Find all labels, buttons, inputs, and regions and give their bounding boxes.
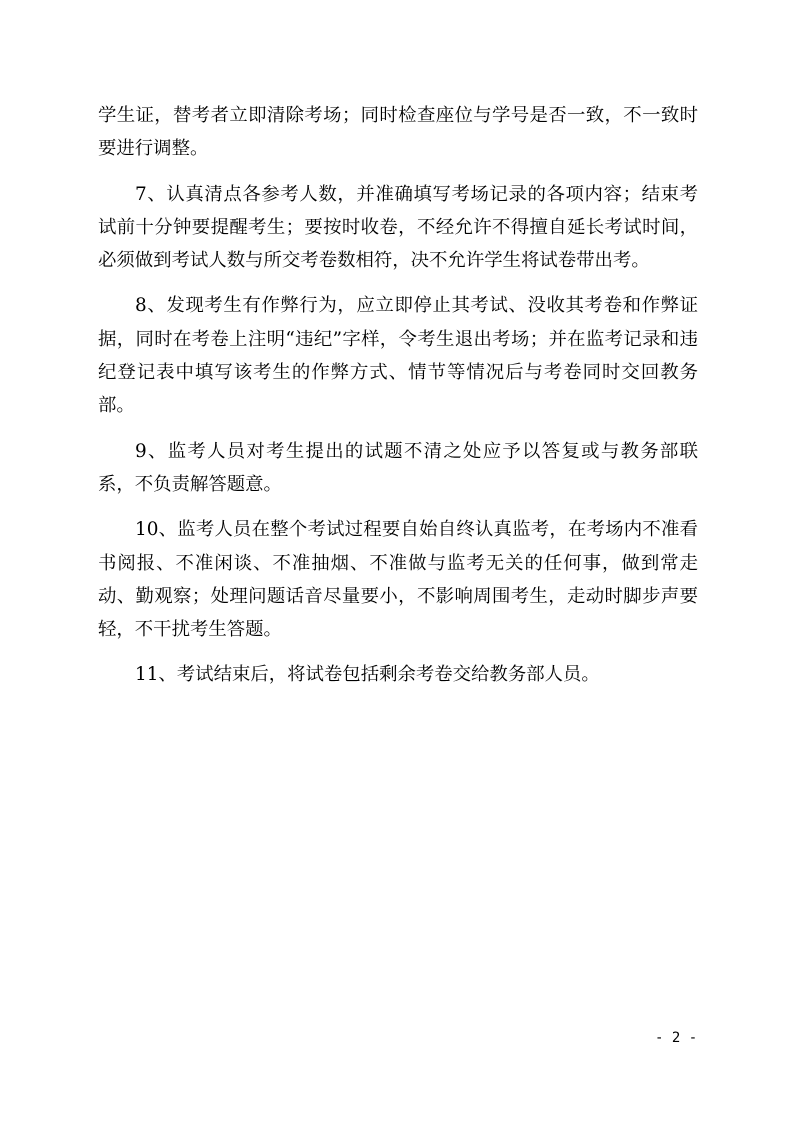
paragraph-item-11: 11、考试结束后，将试卷包括剩余考卷交给教务部人员。 bbox=[135, 664, 600, 686]
paragraph-gap bbox=[98, 501, 698, 513]
page-number: - 2 - bbox=[655, 1030, 698, 1046]
paragraph-item-9: 9、监考人员对考生提出的试题不清之处应予以答复或与教务部联系，不负责解答题意。 bbox=[98, 440, 698, 495]
paragraph-item-8: 8、发现考生有作弊行为，应立即停止其考试、没收其考卷和作弊证据，同时在考卷上注明“违纪”字样，令考生退出考场；并在监考记录和违纪登记表中填写该考生的作弊方式、情节等情况后与考卷同时交回教务部。 bbox=[98, 295, 698, 417]
paragraph-continuation: 学生证，替考者立即清除考场；同时检查座位与学号是否一致，不一致时要进行调整。 bbox=[98, 105, 698, 160]
paragraph-gap bbox=[98, 277, 698, 289]
paragraph-gap bbox=[98, 423, 698, 435]
paragraph-item-7: 7、认真清点各参考人数，并准确填写考场记录的各项内容；结束考试前十分钟要提醒考生；要按时收卷，不经允许不得擅自延长考试时间，必须做到考试人数与所交考卷数相符，决不允许学生将试卷带出考。 bbox=[98, 183, 698, 272]
paragraph-gap bbox=[98, 166, 698, 178]
paragraph-gap bbox=[98, 646, 698, 658]
document-body bbox=[98, 99, 698, 692]
paragraph-item-10: 10、监考人员在整个考试过程要自始自终认真监考，在考场内不准看书阅报、不准闲谈、不准抽烟、不准做与监考无关的任何事，做到常走动、勤观察；处理问题话音尽量要小，不影响周围考生，走动时脚步声要轻，不干扰考生答题。 bbox=[98, 519, 698, 641]
